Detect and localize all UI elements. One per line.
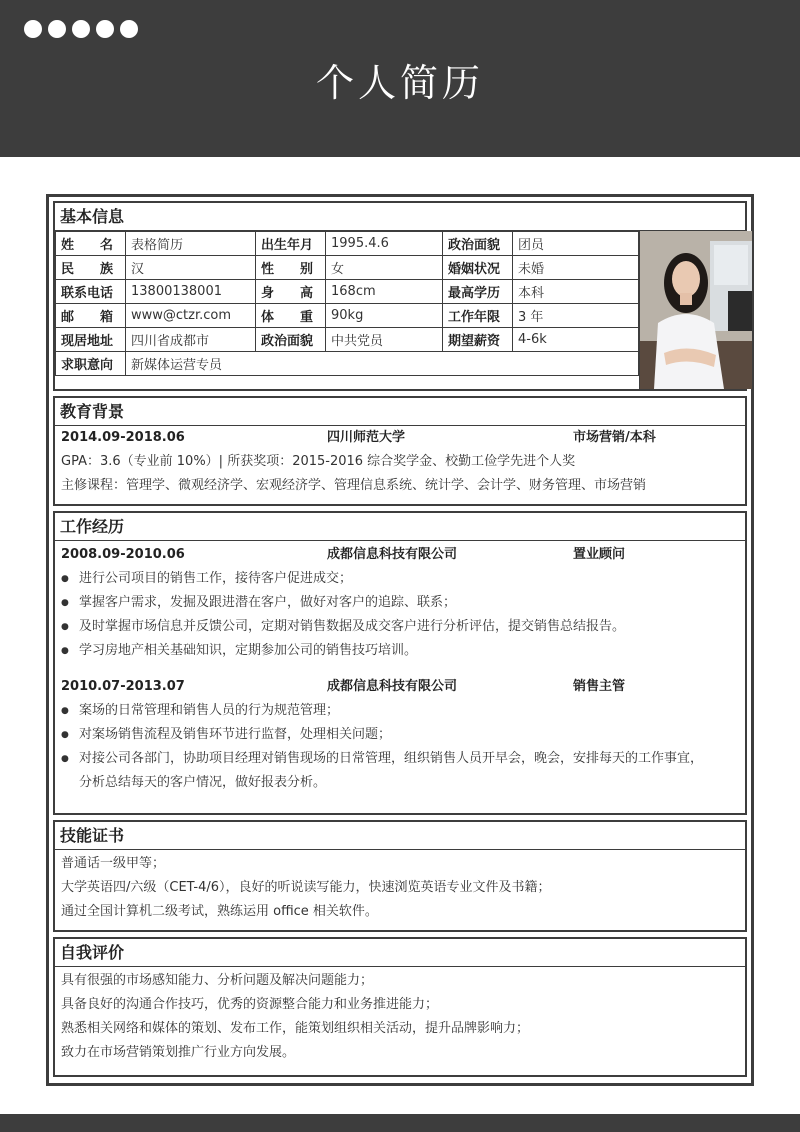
field-label: 政治面貌 — [443, 232, 513, 256]
job-period: 2008.09-2010.06 — [61, 547, 185, 562]
field-label: 体 重 — [256, 304, 326, 328]
basic-info-section — [53, 201, 747, 391]
field-label: 求职意向 — [56, 352, 126, 376]
field-label: 联系电话 — [56, 280, 126, 304]
self-eval-item: 熟悉相关网络和媒体的策划、发布工作，能策划组织相关活动，提升品牌影响力； — [61, 1021, 530, 1036]
dot-icon — [48, 20, 66, 38]
work-section — [53, 511, 747, 815]
section-title-work: 工作经历 — [53, 511, 747, 541]
field-value: 3 年 — [513, 304, 639, 328]
footer-band — [0, 1114, 800, 1132]
field-value: 未婚 — [513, 256, 639, 280]
profile-photo — [639, 231, 752, 389]
field-value: www@ctzr.com — [126, 304, 256, 328]
education-period: 2014.09-2018.06 — [61, 430, 185, 445]
skills-section — [53, 820, 747, 932]
field-value: 90kg — [326, 304, 443, 328]
field-label: 期望薪资 — [443, 328, 513, 352]
decorative-dots — [24, 20, 138, 38]
education-major: 市场营销/本科 — [573, 430, 656, 445]
field-value: 中共党员 — [326, 328, 443, 352]
table-row — [56, 280, 639, 304]
list-item: ● 进行公司项目的销售工作，接待客户促进成交； — [61, 567, 352, 591]
list-item-continuation: 分析总结每天的客户情况，做好报表分析。 — [79, 775, 327, 790]
skill-item: 普通话一级甲等； — [61, 856, 166, 871]
field-value: 女 — [326, 256, 443, 280]
section-title-self: 自我评价 — [53, 937, 747, 967]
field-label: 最高学历 — [443, 280, 513, 304]
field-label: 工作年限 — [443, 304, 513, 328]
list-item: ● 及时掌握市场信息并反馈公司，定期对销售数据及成交客户进行分析评估，提交销售总结报告。 — [61, 615, 625, 639]
resume-frame — [46, 194, 754, 1086]
section-title-basic: 基本信息 — [53, 201, 747, 231]
table-row — [56, 304, 639, 328]
field-value: 汉 — [126, 256, 256, 280]
list-item: ● 对案场销售流程及销售环节进行监督，处理相关问题； — [61, 723, 391, 747]
field-value: 13800138001 — [126, 280, 256, 304]
field-label: 政治面貌 — [256, 328, 326, 352]
self-eval-section — [53, 937, 747, 1077]
field-label: 身 高 — [256, 280, 326, 304]
education-section — [53, 396, 747, 506]
field-value: 本科 — [513, 280, 639, 304]
job-company: 成都信息科技有限公司 — [327, 679, 458, 694]
avatar-image — [640, 231, 752, 389]
dot-icon — [120, 20, 138, 38]
list-item: ● 掌握客户需求，发掘及跟进潜在客户，做好对客户的追踪、联系； — [61, 591, 456, 615]
field-value: 四川省成都市 — [126, 328, 256, 352]
job-company: 成都信息科技有限公司 — [327, 547, 458, 562]
field-label: 现居地址 — [56, 328, 126, 352]
job-period: 2010.07-2013.07 — [61, 679, 185, 694]
section-title-education: 教育背景 — [53, 396, 747, 426]
basic-info-table — [55, 231, 639, 376]
self-eval-item: 致力在市场营销策划推广行业方向发展。 — [61, 1045, 296, 1060]
table-row — [56, 232, 639, 256]
page-title: 个人简历 — [315, 61, 484, 105]
field-value: 168cm — [326, 280, 443, 304]
field-label: 出生年月 — [256, 232, 326, 256]
header-band — [0, 0, 800, 157]
skill-item: 大学英语四/六级（CET-4/6），良好的听说读写能力，快速浏览英语专业文件及书籍； — [61, 880, 551, 895]
table-row — [56, 328, 639, 352]
skill-item: 通过全国计算机二级考试，熟练运用 office 相关软件。 — [61, 904, 378, 919]
field-value: 新媒体运营专员 — [126, 352, 639, 376]
list-item: ● 学习房地产相关基础知识，定期参加公司的销售技巧培训。 — [61, 639, 417, 663]
dot-icon — [24, 20, 42, 38]
dot-icon — [96, 20, 114, 38]
job-position: 置业顾问 — [573, 547, 626, 562]
education-gpa: GPA：3.6（专业前 10%）| 所获奖项：2015-2016 综合奖学金、校勤工俭学先进个人奖 — [61, 454, 576, 469]
list-item: ● 对接公司各部门，协助项目经理对销售现场的日常管理，组织销售人员开早会，晚会，安排每天的工作事宜， — [61, 747, 739, 771]
education-courses: 主修课程：管理学、微观经济学、宏观经济学、管理信息系统、统计学、会计学、财务管理、市场营销 — [61, 478, 647, 493]
field-label: 性 别 — [256, 256, 326, 280]
field-value: 团员 — [513, 232, 639, 256]
section-title-skills: 技能证书 — [53, 820, 747, 850]
education-school: 四川师范大学 — [327, 430, 406, 445]
field-value: 4-6k — [513, 328, 639, 352]
list-item: ● 案场的日常管理和销售人员的行为规范管理； — [61, 699, 339, 723]
field-label: 姓 名 — [56, 232, 126, 256]
dot-icon — [72, 20, 90, 38]
job-position: 销售主管 — [573, 679, 626, 694]
field-label: 婚姻状况 — [443, 256, 513, 280]
table-row — [56, 256, 639, 280]
field-label: 邮 箱 — [56, 304, 126, 328]
field-value: 1995.4.6 — [326, 232, 443, 256]
self-eval-item: 具有很强的市场感知能力、分析问题及解决问题能力； — [61, 973, 374, 988]
self-eval-item: 具备良好的沟通合作技巧，优秀的资源整合能力和业务推进能力； — [61, 997, 439, 1012]
table-row — [56, 352, 639, 376]
field-value: 表格简历 — [126, 232, 256, 256]
field-label: 民 族 — [56, 256, 126, 280]
